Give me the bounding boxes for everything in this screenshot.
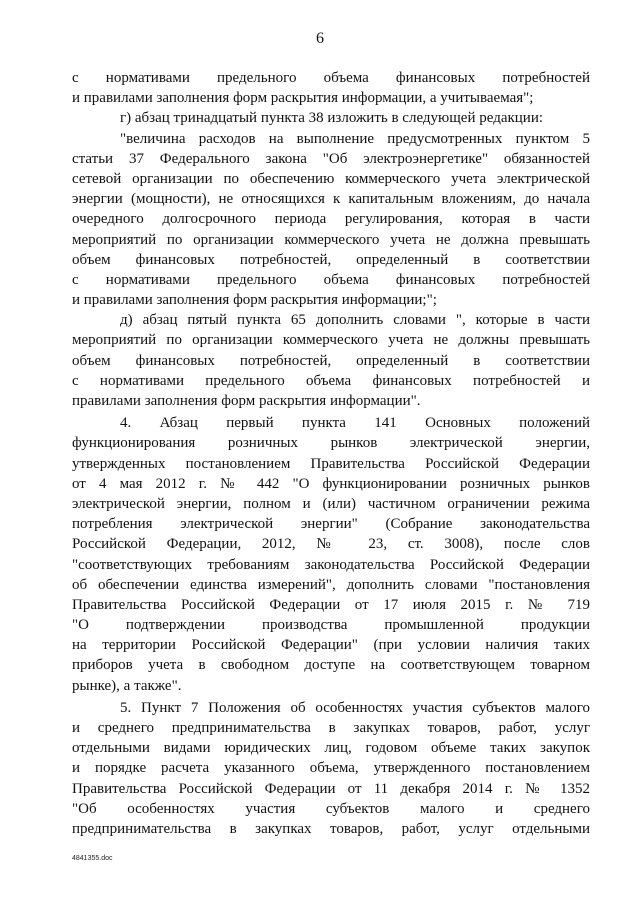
text-line: "Об особенностях участия субъектов малого и среднего	[72, 800, 590, 817]
text-line: с нормативами предельного объема финансовых потребностей и	[72, 372, 590, 389]
text-line: "величина расходов на выполнение предусмотренных пунктом 5	[120, 130, 590, 147]
text-line: на территории Российской Федерации" (при условии наличия таких	[72, 637, 590, 654]
text-line: и правилами заполнения форм раскрытия информации, а учитываемая";	[72, 90, 534, 107]
text-line: 5. Пункт 7 Положения об особенностях участия субъектов малого	[120, 699, 590, 716]
text-line: правилами заполнения форм раскрытия информации".	[72, 393, 421, 409]
text-line: электрической энергии, полном и (или) частичном ограничении режима	[72, 495, 590, 512]
text-line: д) абзац пятый пункта 65 дополнить словами ", которые в части	[120, 312, 590, 329]
text-line: и правилами заполнения форм раскрытия информации;";	[72, 292, 437, 309]
text-line: утвержденных постановлением Правительства Российской Федерации	[72, 455, 590, 472]
text-line: объем финансовых потребностей, определенный в соответствии	[72, 251, 590, 268]
text-line: 4. Абзац первый пункта 141 Основных положений	[120, 415, 590, 432]
text-line: сетевой организации по обеспечению коммерческого учета электрической	[72, 170, 590, 187]
text-line: от 4 мая 2012 г. № 442 "О функционировании розничных рынков	[72, 475, 590, 492]
text-line: отдельными видами юридических лиц, годовом объеме таких закупок	[72, 740, 590, 757]
text-line: рынке), а также".	[72, 677, 182, 694]
text-line: с нормативами предельного объема финансовых потребностей	[72, 271, 590, 288]
text-line: мероприятий по организации коммерческого учета не должны превышать	[72, 332, 590, 349]
text-line: мероприятий по организации коммерческого учета не должна превышать	[72, 231, 590, 248]
text-line: об обеспечении единства измерений", дополнить словами "постановления	[72, 576, 590, 593]
text-line: г) абзац тринадцатый пункта 38 изложить в следующей редакции:	[120, 110, 544, 127]
document-filename: 4841355.doc	[72, 855, 113, 862]
text-line: "О подтверждении производства промышленной продукции	[72, 617, 590, 634]
text-line: объем финансовых потребностей, определенный в соответствии	[72, 352, 590, 369]
text-line: "соответствующих требованиям законодательства Российской Федерации	[72, 556, 590, 573]
text-line: Российской Федерации, 2012, № 23, ст. 3008), после слов	[72, 536, 590, 553]
page-number: 6	[316, 30, 324, 47]
text-line: и среднего предпринимательства в закупках товаров, работ, услуг	[72, 720, 590, 736]
text-line: энергии (мощности), не относящихся к капитальным вложениям, до начала	[72, 191, 590, 208]
document-body	[72, 68, 590, 839]
text-line: Правительства Российской Федерации от 11 декабря 2014 г. № 1352	[72, 780, 590, 797]
text-line: приборов учета в свободном доступе на соответствующем товарном	[72, 657, 590, 674]
text-line: очередного долгосрочного периода регулирования, которая в части	[72, 211, 590, 228]
text-line: статьи 37 Федерального закона "Об электроэнергетике" обязанностей	[72, 150, 590, 167]
text-line: потребления электрической энергии" (Собрание законодательства	[72, 516, 590, 533]
text-line: функционирования розничных рынков электрической энергии,	[72, 435, 590, 452]
text-line: с нормативами предельного объема финансовых потребностей	[72, 70, 590, 86]
text-line: Правительства Российской Федерации от 17 июля 2015 г. № 719	[72, 596, 590, 613]
text-line: предпринимательства в закупках товаров, работ, услуг отдельными	[72, 820, 590, 837]
text-line: и порядке расчета указанного объема, утвержденного постановлением	[72, 760, 590, 777]
